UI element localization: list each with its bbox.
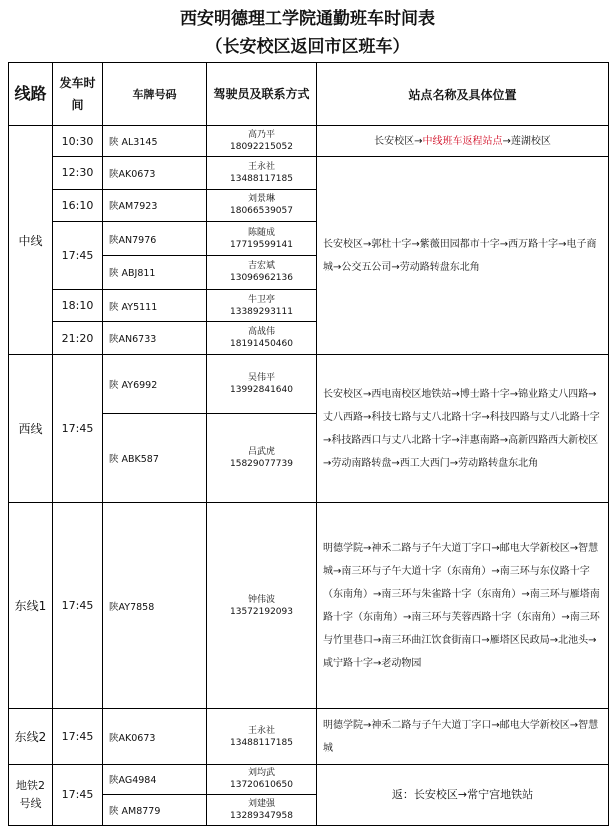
departure-time: 17:45 <box>53 709 103 764</box>
route-west: 西线 <box>9 355 53 503</box>
stops-east1: 明德学院→神禾二路与子午大道丁字口→邮电大学新校区→智慧城→南三环与子午大道十字（东南角）→南三环与东仪路十字（东南角）→南三环与朱雀路十字（东南角）→南三环与雁塔南路十字（东南角）→南三环与芙蓉西路十字（东南角）→南三环与竹里巷口→南三环曲江饮食街南口→雁塔区民政局→北池头→咸宁路十字→老动物园 <box>317 503 609 709</box>
departure-time: 21:20 <box>53 322 103 355</box>
plate-number: 陕 ABJ811 <box>103 256 207 290</box>
header-route: 线路 <box>9 63 53 126</box>
departure-time: 18:10 <box>53 289 103 322</box>
driver-name: 王永社 <box>247 725 275 736</box>
departure-time: 10:30 <box>53 126 103 157</box>
driver-phone: 13572192093 <box>230 606 293 617</box>
driver-name: 高战伟 <box>247 327 275 338</box>
driver-name: 刘建强 <box>247 799 275 810</box>
driver-phone: 13488117185 <box>230 737 293 748</box>
plate-number: 陕 AM8779 <box>103 795 207 826</box>
driver-name: 钟伟波 <box>247 594 275 605</box>
plate-number: 陕AG4984 <box>103 764 207 795</box>
driver-phone: 13488117185 <box>230 173 293 184</box>
stops-west: 长安校区→西电南校区地铁站→博士路十字→锦业路丈八四路→丈八西路→科技七路与丈八北路十字→科技四路与丈八北路十字→科技路西口与丈八北路十字→沣惠南路→高新四路西大新校区→劳动南路转盘→西工大西门→劳动路转盘东北角 <box>317 355 609 503</box>
route-middle: 中线 <box>9 126 53 355</box>
driver-name: 吕武虎 <box>247 447 275 458</box>
stops-highlight: 中线班车返程站点 <box>422 135 503 147</box>
plate-number: 陕AN6733 <box>103 322 207 355</box>
driver-phone: 13096962136 <box>230 273 293 284</box>
header-driver: 驾驶员及联系方式 <box>207 63 317 126</box>
driver-name: 吉宏斌 <box>247 261 275 272</box>
schedule-table <box>8 62 609 826</box>
driver-cell <box>207 795 317 826</box>
header-stops: 站点名称及具体位置 <box>317 63 609 126</box>
plate-number: 陕 AY6992 <box>103 355 207 414</box>
driver-cell <box>207 355 317 414</box>
page-subtitle: （长安校区返回市区班车） <box>205 37 410 57</box>
table-row <box>9 709 609 764</box>
route-metro: 地铁2号线 <box>9 764 53 825</box>
driver-name: 王永社 <box>247 161 275 172</box>
departure-time: 17:45 <box>53 764 103 825</box>
table-row <box>9 126 609 157</box>
driver-cell <box>207 414 317 503</box>
driver-phone: 13992841640 <box>230 385 293 396</box>
driver-cell <box>207 322 317 355</box>
stops-metro: 返：长安校区→常宁宫地铁站 <box>317 764 609 825</box>
driver-cell <box>207 222 317 256</box>
driver-cell <box>207 126 317 157</box>
plate-number: 陕AK0673 <box>103 709 207 764</box>
driver-name: 陈随成 <box>247 227 275 238</box>
departure-time: 17:45 <box>53 355 103 503</box>
plate-number: 陕AM7923 <box>103 189 207 222</box>
plate-number: 陕 AY5111 <box>103 289 207 322</box>
route-east1: 东线1 <box>9 503 53 709</box>
driver-phone: 18191450460 <box>230 339 293 350</box>
departure-time: 17:45 <box>53 503 103 709</box>
driver-phone: 17719599141 <box>230 239 293 250</box>
route-east2: 东线2 <box>9 709 53 764</box>
plate-number: 陕 ABK587 <box>103 414 207 503</box>
driver-phone: 13289347958 <box>230 811 293 822</box>
driver-phone: 13720610650 <box>230 780 293 791</box>
page-title: 西安明德理工学院通勤班车时间表 <box>180 9 435 29</box>
departure-time: 16:10 <box>53 189 103 222</box>
driver-cell <box>207 764 317 795</box>
header-time: 发车时间 <box>53 63 103 126</box>
driver-cell <box>207 256 317 290</box>
driver-phone: 15829077739 <box>230 459 293 470</box>
driver-cell <box>207 156 317 189</box>
departure-time: 12:30 <box>53 156 103 189</box>
driver-name: 牛卫亭 <box>247 294 275 305</box>
driver-name: 高乃平 <box>247 130 275 141</box>
table-row <box>9 355 609 414</box>
plate-number: 陕AN7976 <box>103 222 207 256</box>
plate-number: 陕 AL3145 <box>103 126 207 157</box>
driver-cell <box>207 503 317 709</box>
driver-phone: 13389293111 <box>230 306 293 317</box>
plate-number: 陕AK0673 <box>103 156 207 189</box>
plate-number: 陕AY7858 <box>103 503 207 709</box>
driver-name: 刘均武 <box>247 768 275 779</box>
driver-name: 刘景琳 <box>247 194 275 205</box>
header-row <box>9 63 609 126</box>
driver-cell <box>207 709 317 764</box>
driver-name: 吴伟平 <box>247 373 275 384</box>
table-row <box>9 156 609 189</box>
driver-cell <box>207 289 317 322</box>
stops-middle: 长安校区→郭杜十字→紫薇田园都市十字→西万路十字→电子商城→公交五公司→劳动路转盘东北角 <box>317 156 609 354</box>
departure-time: 17:45 <box>53 222 103 289</box>
driver-phone: 18092215052 <box>230 142 293 153</box>
stops-text: 长安校区→ <box>374 135 423 147</box>
stops-east2: 明德学院→神禾二路与子午大道丁字口→邮电大学新校区→智慧城 <box>317 709 609 764</box>
table-row <box>9 764 609 795</box>
driver-phone: 18066539057 <box>230 206 293 217</box>
table-row <box>9 503 609 709</box>
driver-cell <box>207 189 317 222</box>
stops-middle-return <box>317 126 609 157</box>
stops-text: →莲湖校区 <box>502 135 551 147</box>
header-plate: 车牌号码 <box>103 63 207 126</box>
